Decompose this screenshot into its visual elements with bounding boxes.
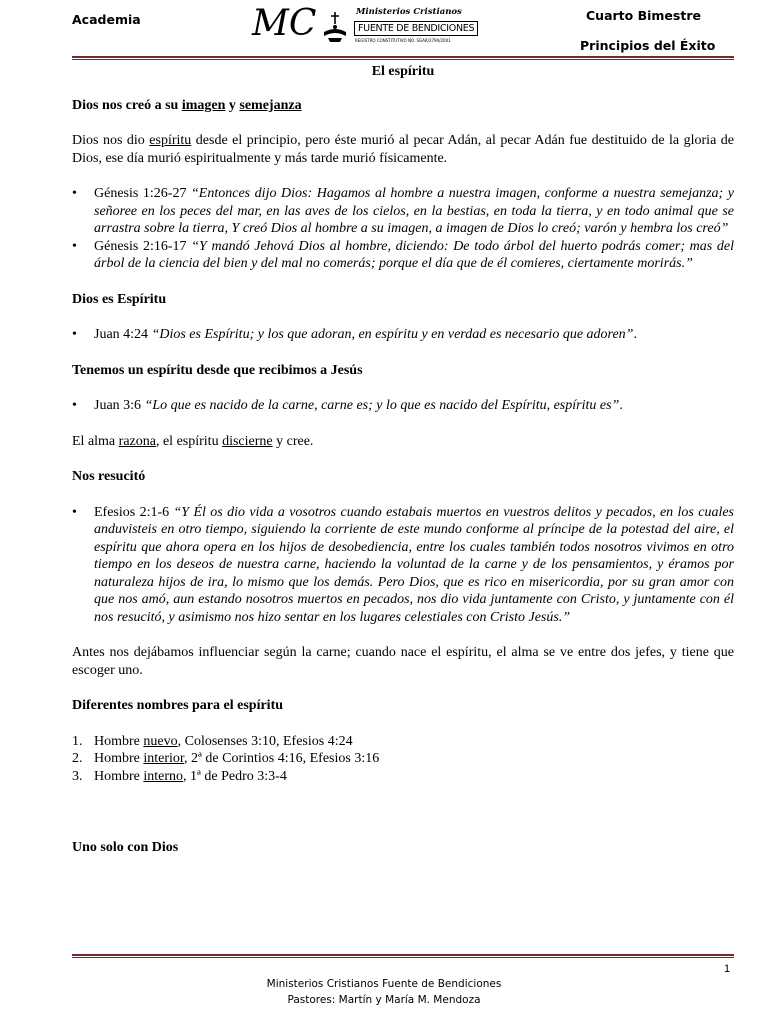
scripture-ref: Génesis 2:16-17 bbox=[94, 238, 192, 254]
scripture-ref: Efesios 2:1-6 bbox=[94, 504, 174, 520]
paragraph-text: desde el principio, pero éste murió al pecar Adán, al pecar Adán fue destituido de la gloria de Dios, ese día murió espiritualmente y más tarde murió físicamente. bbox=[72, 133, 734, 166]
section-heading-recibimos: Tenemos un espíritu desde que recibimos a Jesús bbox=[72, 362, 363, 378]
bullet-list-juan-4 bbox=[72, 326, 734, 344]
footer-ministry: Ministerios Cristianos Fuente de Bendiciones bbox=[266, 978, 502, 990]
underlined-word: razona bbox=[118, 433, 156, 449]
paragraph-text: Dios nos dio bbox=[72, 133, 150, 148]
heading-underlined-semejanza: semejanza bbox=[239, 97, 302, 113]
list-number: 3. bbox=[72, 768, 83, 784]
heading-text: y bbox=[225, 97, 240, 113]
punctuation: . bbox=[619, 398, 623, 413]
heading-text: Dios nos creó a su bbox=[72, 97, 182, 113]
footer-rule-thin bbox=[72, 957, 734, 958]
list-item bbox=[72, 238, 734, 273]
paragraph-espiritu bbox=[72, 132, 734, 167]
scripture-quote: “Y mandó Jehová Dios al hombre, diciendo: De todo árbol del huerto podrás comer; mas del árbol de la ciencia del bien y del mal no comerás; porque el día que de él comieres, ciertamente morirás.” bbox=[94, 238, 734, 271]
list-item bbox=[72, 397, 734, 415]
paragraph-text: El alma bbox=[72, 433, 119, 449]
page-number: 1 bbox=[724, 963, 731, 975]
section-heading-uno-solo: Uno solo con Dios bbox=[72, 840, 179, 855]
section-heading-nombres: Diferentes nombres para el espíritu bbox=[72, 698, 284, 713]
list-text: Hombre bbox=[94, 733, 144, 749]
list-item bbox=[72, 504, 734, 627]
numbered-list-nombres bbox=[72, 733, 734, 786]
section-heading-espiritu: Dios es Espíritu bbox=[72, 291, 167, 307]
list-text: , 1ª de Pedro 3:3-4 bbox=[183, 768, 287, 784]
logo-monogram: MC bbox=[252, 3, 317, 44]
bible-lamp-icon bbox=[320, 10, 350, 44]
list-item bbox=[72, 750, 734, 768]
section-heading-imagen bbox=[72, 97, 734, 115]
bullet-list-juan-3 bbox=[72, 397, 734, 415]
list-text: Hombre bbox=[94, 768, 144, 784]
list-item bbox=[72, 768, 734, 786]
document-body bbox=[72, 63, 734, 857]
scripture-ref: Juan 4:24 bbox=[94, 327, 152, 342]
scripture-quote: “Y Él os dio vida a vosotros cuando estabais muertos en vuestros delitos y pecados, en los cuales anduvisteis en otro tiempo, siguiendo la corriente de este mundo conforme al príncipe de la potestad del aire, el espíritu que ahora opera en los hijos de desobediencia, entre los cuales también todos nosotros vivimos en otro tiempo en los deseos de nuestra carne, haciendo la voluntad de la carne y de los pensamientos, y éramos por naturaleza hijos de ira, lo mismo que los demás. Pero Dios, que es rico en misericordia, por su gran amor con que nos amó, aun estando nosotros muertos en pecados, nos dio vida juntamente con Cristo, y juntamente con él nos resucitó, y asimismo nos hizo sentar en los lugares celestiales con Cristo Jesús.” bbox=[94, 504, 734, 625]
footer-pastors: Pastores: Martín y María M. Mendoza bbox=[287, 994, 481, 1006]
ministry-logo bbox=[252, 3, 475, 48]
paragraph-carne: Antes nos dejábamos influenciar según la carne; cuando nace el espíritu, el alma se ve entre dos jefes, y tiene que escoger uno. bbox=[72, 645, 734, 678]
underlined-word: espíritu bbox=[149, 133, 192, 148]
list-number: 1. bbox=[72, 733, 83, 749]
footer-rule bbox=[72, 954, 734, 956]
list-item bbox=[72, 733, 734, 751]
underlined-word: nuevo bbox=[143, 733, 178, 749]
scripture-ref: Juan 3:6 bbox=[94, 398, 145, 413]
paragraph-text: , el espíritu bbox=[155, 433, 223, 449]
heading-underlined-imagen: imagen bbox=[181, 97, 226, 113]
header-bimestre: Cuarto Bimestre bbox=[586, 8, 701, 23]
list-item bbox=[72, 326, 734, 344]
logo-line-1: Ministerios Cristianos bbox=[356, 7, 462, 17]
logo-line-2: FUENTE DE BENDICIONES bbox=[354, 21, 478, 36]
underlined-word: interno bbox=[143, 768, 184, 784]
list-text: , 2ª de Corintios 4:16, Efesios 3:16 bbox=[184, 751, 380, 766]
header-rule bbox=[72, 56, 734, 58]
paragraph-alma bbox=[72, 433, 734, 451]
bullet-list-efesios bbox=[72, 504, 734, 627]
underlined-word: discierne bbox=[222, 433, 273, 449]
scripture-quote: “Lo que es nacido de la carne, carne es; y lo que es nacido del Espíritu, espíritu es” bbox=[144, 398, 620, 413]
page-title: El espíritu bbox=[371, 64, 435, 79]
scripture-quote: “Entonces dijo Dios: Hagamos al hombre a nuestra imagen, conforme a nuestra semejanza; y señoree en los peces del mar, en las aves de los cielos, en la bestias, en toda la tierra, y en todo animal que se arrastra sobre la tierra, Y creó Dios al hombre a su imagen, a imagen de Dios lo creó; varón y hembra los creó” bbox=[94, 186, 734, 236]
underlined-word: interior bbox=[143, 751, 185, 766]
header-rule-thin bbox=[72, 59, 734, 60]
header-subject: Principios del Éxito bbox=[580, 38, 716, 53]
list-item bbox=[72, 185, 734, 238]
paragraph-text: y cree. bbox=[272, 433, 314, 449]
section-heading-resucito: Nos resucitó bbox=[72, 469, 146, 484]
scripture-quote: “Dios es Espíritu; y los que adoran, en espíritu y en verdad es necesario que adoren” bbox=[151, 327, 634, 342]
list-text: , Colosenses 3:10, Efesios 4:24 bbox=[177, 733, 353, 749]
logo-line-3: REGISTRO CONSTITUTIVO NO. SGAR/2790/2001 bbox=[355, 38, 451, 43]
bullet-list-genesis bbox=[72, 185, 734, 273]
punctuation: . bbox=[633, 327, 637, 342]
scripture-ref: Génesis 1:26-27 bbox=[94, 186, 192, 201]
list-number: 2. bbox=[72, 751, 83, 766]
header-academia: Academia bbox=[72, 12, 141, 27]
list-text: Hombre bbox=[94, 751, 144, 766]
